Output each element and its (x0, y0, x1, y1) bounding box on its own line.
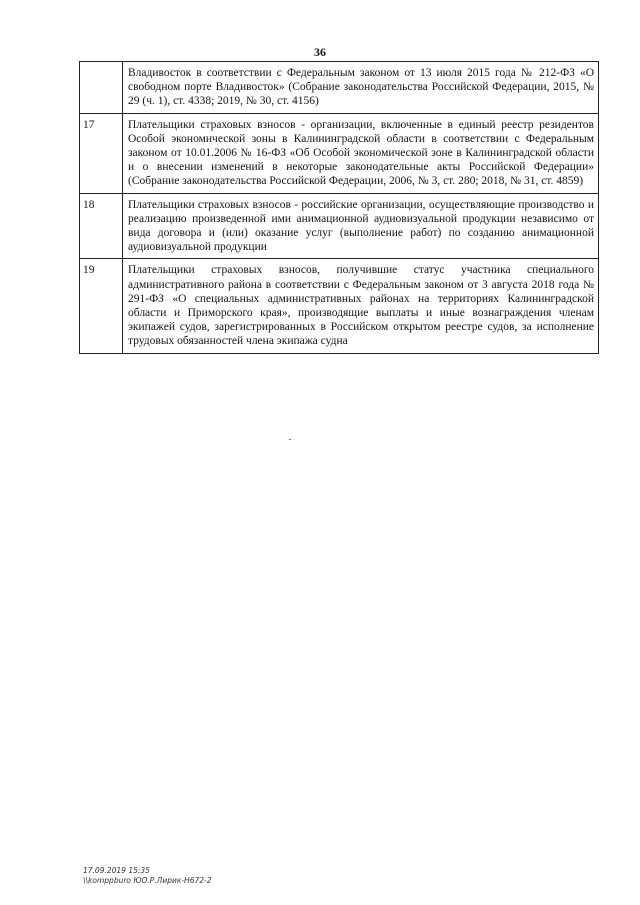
row-number (80, 62, 123, 114)
scan-speck (289, 439, 291, 440)
row-text: Плательщики страховых взносов - организации, включенные в единый реестр резидентов Особой экономической зоны в Калининградской области в соответствии с Федеральным законом от 10.01.2006 № 16-ФЗ «Об Особой экономической зоне в Калининградской области и о внесении изменений в некоторые законодательные акты Российской Федерации» (Собрание законодательства Российской Федерации, 2006, № 3, ст. 280; 2018, № 31, ст. 4859) (123, 113, 599, 193)
row-text: Владивосток в соответствии с Федеральным законом от 13 июля 2015 года № 212-ФЗ «О свободном порте Владивосток» (Собрание законодательства Российской Федерации, 2015, № 29 (ч. 1), ст. 4338; 2019, № 30, ст. 4156) (123, 62, 599, 114)
row-number: 18 (80, 193, 123, 259)
document-footer (83, 866, 212, 886)
table-row (80, 193, 599, 259)
footer-file-path: \\komppburo ЮО.Р.Лирик-Н672-2 (83, 876, 212, 885)
table-row (80, 259, 599, 353)
page-number: 36 (314, 45, 326, 59)
row-number: 17 (80, 113, 123, 193)
footer-timestamp: 17.09.2019 15:35 (83, 866, 150, 875)
row-text: Плательщики страховых взносов - российские организации, осуществляющие производство и реализацию произведенной ими анимационной аудиовизуальной продукции независимо от вида договора и (или) оказание услуг (выполнение работ) по созданию анимационной аудиовизуальной продукции (123, 193, 599, 259)
row-number: 19 (80, 259, 123, 353)
table-row (80, 62, 599, 114)
row-text: Плательщики страховых взносов, получившие статус участника специального административного района в соответствии с Федеральным законом от 3 августа 2018 года № 291-ФЗ «О специальных административных районах на территориях Калининградской области и Приморского края», производящие выплаты и иные вознаграждения членам экипажей судов, зарегистрированных в Российском открытом реестре судов, за исполнение трудовых обязанностей члена экипажа судна (123, 259, 599, 353)
benefits-table (79, 61, 599, 354)
table-row (80, 113, 599, 193)
